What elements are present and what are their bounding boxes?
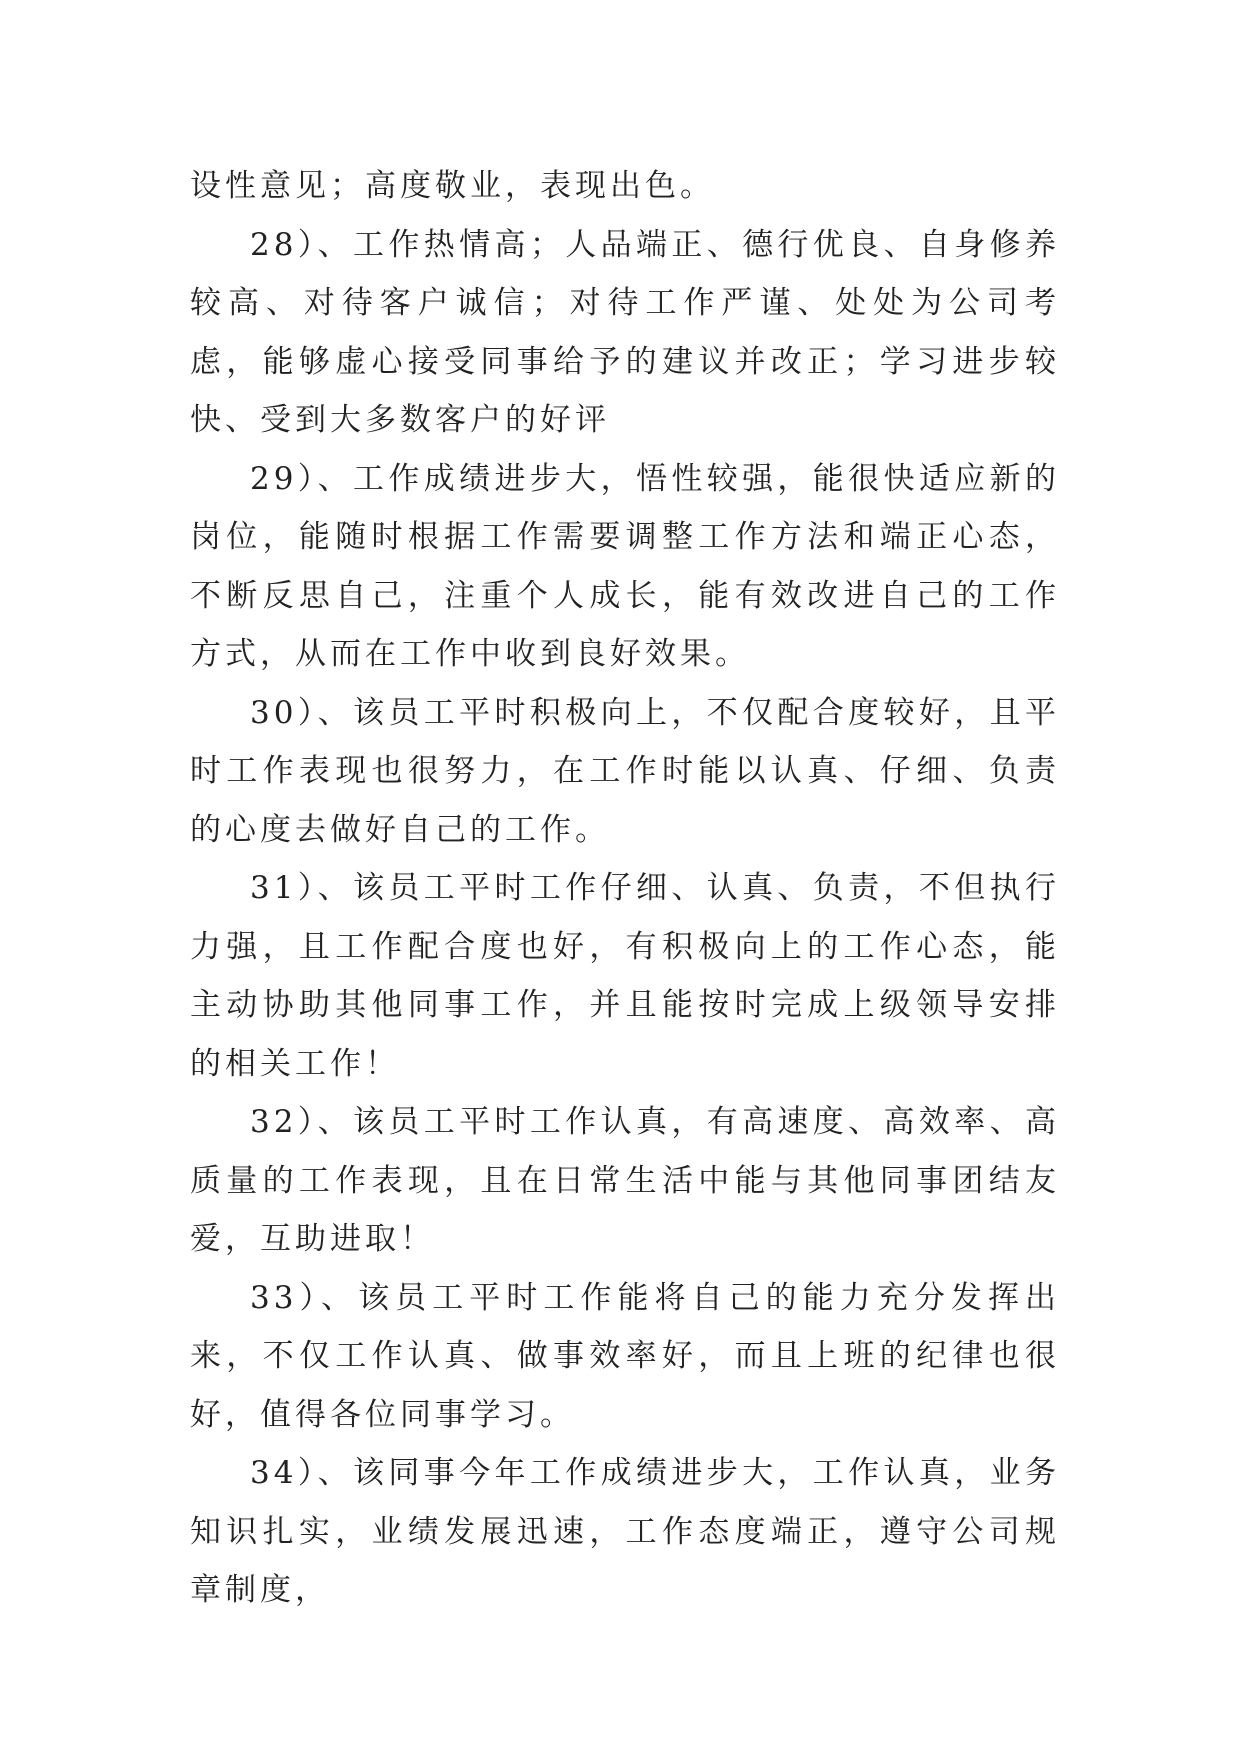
paragraph-34: 34）、该同事今年工作成绩进步大，工作认真，业务知识扎实，业绩发展迅速，工作态度端正，遵守公司规章制度， <box>190 1455 1060 1608</box>
paragraph-continued: 设性意见；高度敬业，表现出色。 <box>190 168 715 204</box>
paragraph-31: 31）、该员工平时工作仔细、认真、负责，不但执行力强，且工作配合度也好，有积极向上的工作心态，能主动协助其他同事工作，并且能按时完成上级领导安排的相关工作！ <box>190 870 1060 1082</box>
paragraph-28: 28）、工作热情高；人品端正、德行优良、自身修养较高、对待客户诚信；对待工作严谨、处处为公司考虑，能够虚心接受同事给予的建议并改正；学习进步较快、受到大多数客户的好评 <box>190 226 1060 438</box>
paragraph-32: 32）、该员工平时工作认真，有高速度、高效率、高质量的工作表现，且在日常生活中能与其他同事团结友爱，互助进取！ <box>190 1104 1060 1257</box>
paragraph-29: 29）、工作成绩进步大，悟性较强，能很快适应新的岗位，能随时根据工作需要调整工作方法和端正心态，不断反思自己，注重个人成长，能有效改进自己的工作方式，从而在工作中收到良好效果。 <box>190 460 1060 672</box>
document-body <box>190 157 1060 1620</box>
paragraph-30: 30）、该员工平时积极向上，不仅配合度较好，且平时工作表现也很努力，在工作时能以认真、仔细、负责的心度去做好自己的工作。 <box>190 694 1060 848</box>
paragraph-33: 33）、该员工平时工作能将自己的能力充分发挥出来，不仅工作认真、做事效率好，而且上班的纪律也很好，值得各位同事学习。 <box>190 1279 1060 1433</box>
